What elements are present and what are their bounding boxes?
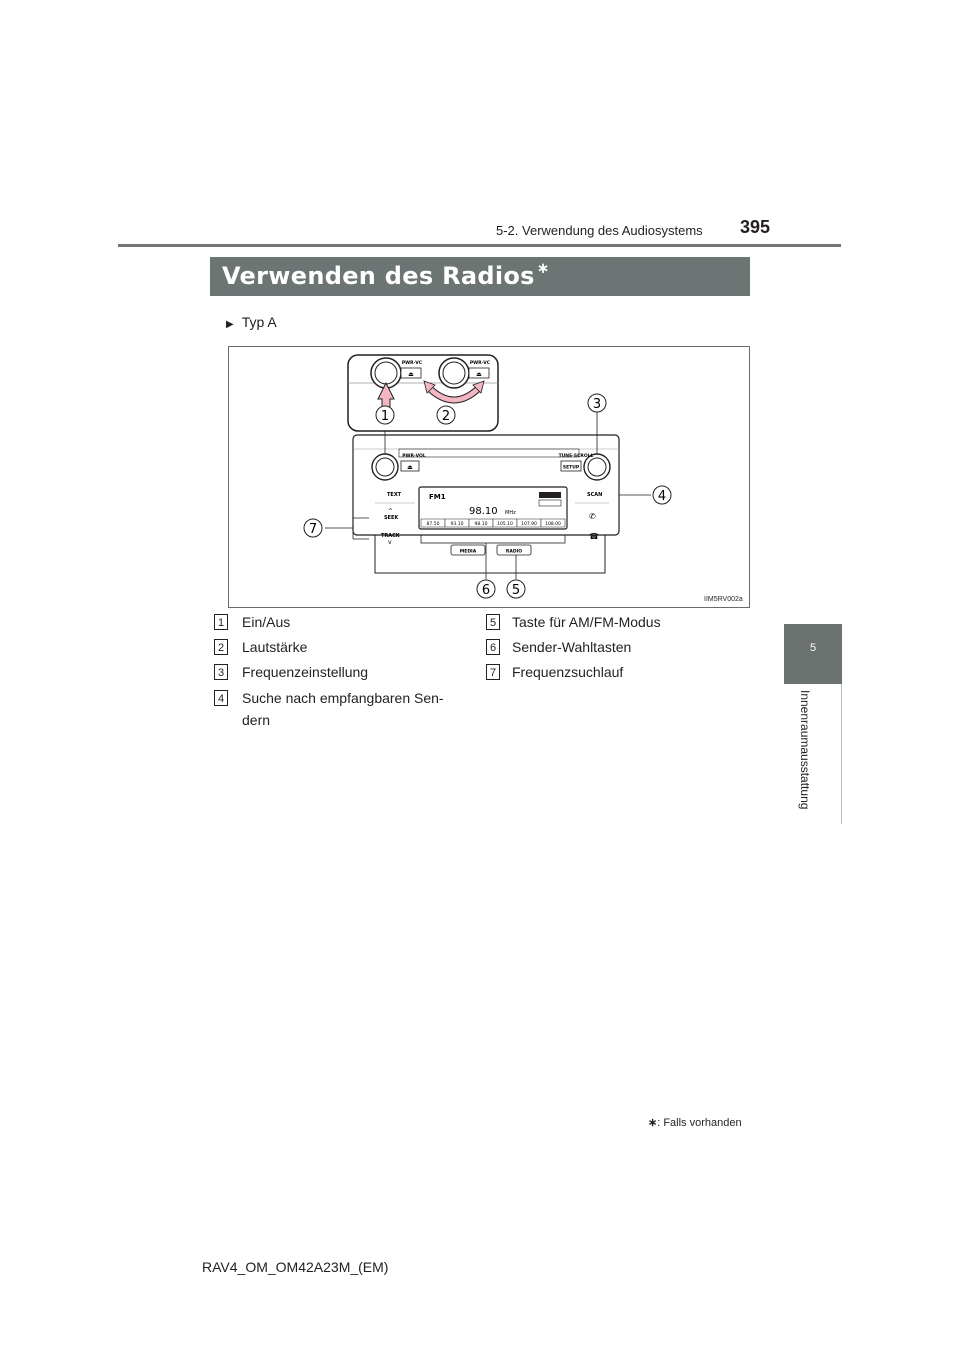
label-track: TRACK <box>381 533 400 539</box>
callout-7-label: 7 <box>308 522 318 537</box>
preset-buttons <box>421 535 565 543</box>
legend-text-4-cont: dern <box>242 712 271 728</box>
svg-text:⏏: ⏏ <box>476 371 482 378</box>
preset-row <box>421 519 565 527</box>
section-title: Verwenden des Radios <box>222 262 535 290</box>
legend-number-6: 6 <box>486 639 500 655</box>
callout-2-label: 2 <box>441 409 451 424</box>
chapter-tab <box>784 624 842 684</box>
label-media: MEDIA <box>459 549 477 555</box>
legend-text-6: Sender-Wahltasten <box>512 639 632 655</box>
page-number: 395 <box>740 217 771 237</box>
running-header-section: 5-2. Verwendung des Audiosystems <box>496 223 703 238</box>
callout-4-label: 4 <box>657 489 667 504</box>
preset-label: 93.10 <box>450 522 464 527</box>
phone-answer-icon: ✆ <box>589 512 596 521</box>
label-text: TEXT <box>387 492 402 498</box>
legend-number-1: 1 <box>214 614 228 630</box>
type-heading <box>226 314 277 330</box>
callout-3-label: 3 <box>592 397 602 412</box>
label-setup: SETUP <box>562 465 580 471</box>
label-tune-scroll: TUNE·SCROLL <box>558 454 594 459</box>
legend-number-4: 4 <box>214 690 228 706</box>
legend-number-3: 3 <box>214 664 228 680</box>
legend-number-7: 7 <box>486 664 500 680</box>
svg-text:⏏: ⏏ <box>407 464 413 471</box>
legend-text-1: Ein/Aus <box>242 614 291 630</box>
label-pwr-vol: PWR·VOL <box>402 454 426 459</box>
optional-marker-icon: ∗ <box>648 1117 658 1129</box>
svg-text:⏏: ⏏ <box>408 371 414 378</box>
chapter-tab-rule <box>784 684 842 824</box>
preset-label: 87.50 <box>426 522 440 527</box>
label-radio: RADIO <box>505 549 523 555</box>
legend-text-5: Taste für AM/FM-Modus <box>512 614 661 630</box>
legend-text-2: Lautstärke <box>242 639 308 655</box>
inset-label-pwr-vc-1: PWR·VC <box>401 361 423 366</box>
preset-label: 105.10 <box>497 522 513 527</box>
preset-label: 108.00 <box>545 522 561 527</box>
document-code: RAV4_OM_OM42A23M_(EM) <box>202 1259 389 1275</box>
footnote-text: : Falls vorhanden <box>657 1117 742 1129</box>
preset-label: 98.10 <box>474 522 488 527</box>
radio-illustration <box>228 346 750 608</box>
header-rule <box>118 244 841 247</box>
radio-diagram <box>229 347 749 607</box>
display-frequency: 98.10 <box>469 506 498 517</box>
optional-marker-icon: ∗ <box>536 259 550 277</box>
legend-number-5: 5 <box>486 614 500 630</box>
type-label: Typ A <box>241 314 277 330</box>
legend-text-4: Suche nach empfangbaren Sen- <box>242 690 444 706</box>
label-seek: SEEK <box>384 515 399 521</box>
callout-1-label: 1 <box>380 409 390 424</box>
footnote <box>648 1116 742 1129</box>
phone-hangup-icon: ☎ <box>589 532 599 541</box>
preset-label: 107.90 <box>521 522 537 527</box>
display-band: FM1 <box>429 493 446 501</box>
legend-text-3: Frequenzeinstellung <box>242 664 369 680</box>
figure-code: IIM5RV002a <box>704 596 743 603</box>
section-title-band <box>210 257 750 296</box>
display-unit: MHz <box>505 510 516 516</box>
legend-item-4 <box>214 688 474 732</box>
chapter-tab-title: Innenraumausstattung <box>798 690 812 810</box>
legend-text-7: Frequenzsuchlauf <box>512 664 624 680</box>
inset-label-pwr-vc-2: PWR·VC <box>469 361 491 366</box>
svg-text:^: ^ <box>388 508 394 515</box>
triangle-bullet-icon: ▶ <box>226 319 234 330</box>
callout-6-label: 6 <box>481 583 491 598</box>
legend-number-2: 2 <box>214 639 228 655</box>
chapter-tab-number: 5 <box>809 642 817 654</box>
svg-text:v: v <box>388 539 392 546</box>
callout-5-label: 5 <box>511 583 521 598</box>
label-scan: SCAN <box>587 492 603 498</box>
